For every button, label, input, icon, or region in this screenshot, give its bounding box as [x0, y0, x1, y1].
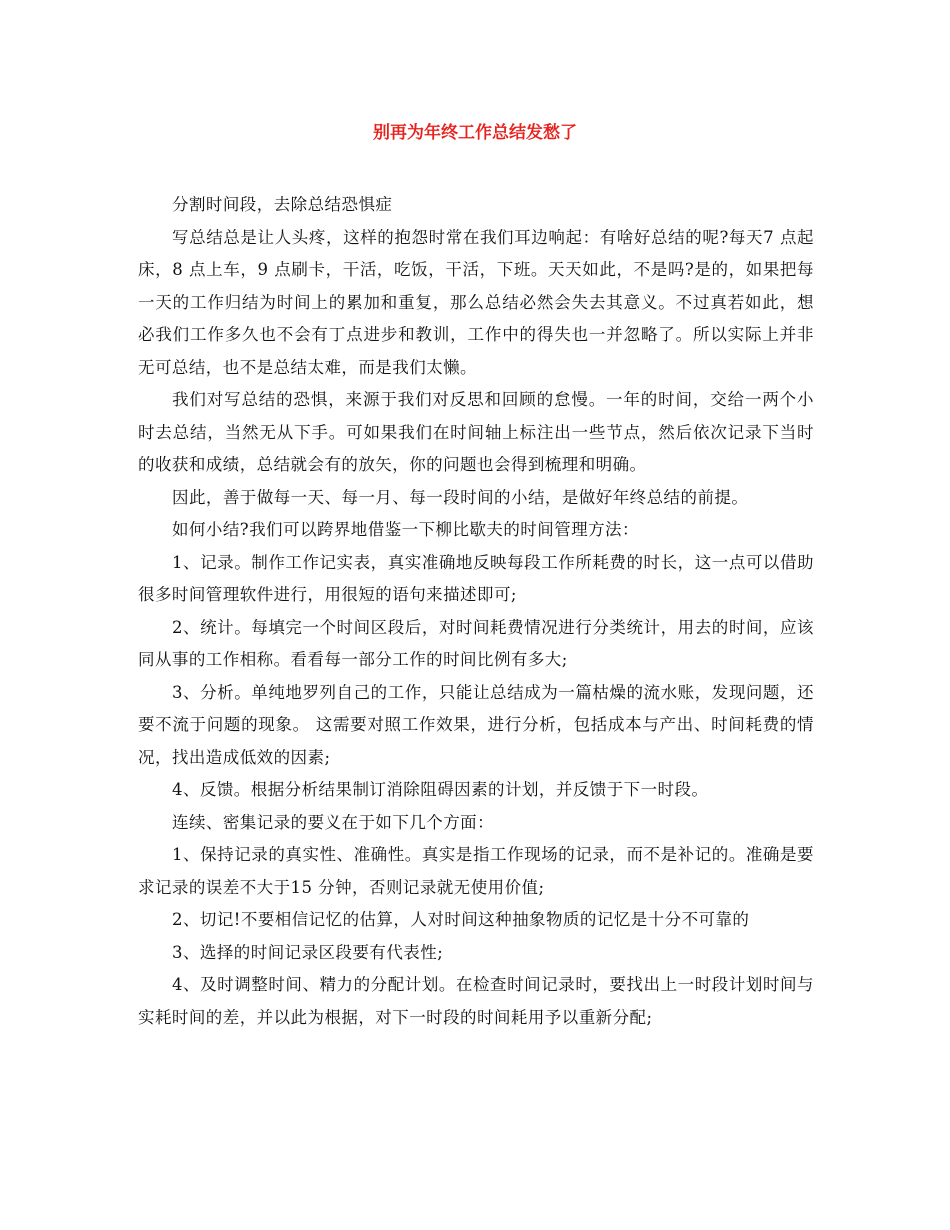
document-body: [138, 189, 814, 1034]
paragraph: 连续、密集记录的要义在于如下几个方面：: [172, 812, 495, 832]
paragraph: 2、切记!不要相信记忆的估算，人对时间这种抽象物质的记忆是十分不可靠的: [172, 910, 750, 929]
paragraph: 写总结总是让人头疼，这样的抱怨时常在我们耳边响起：有啥好总结的呢?每天7 点起床，8 点上车，9 点刷卡，干活，吃饭，干活，下班。天天如此，不是吗?是的，如果把每一天的工作归结为时间上的累加和重复，那么总结必然会失去其意义。不过真若如此，想必我们工作多久也不会有丁点进步和教训，工作中的得失也一并忽略了。所以实际上并非无可总结，也不是总结太难，而是我们太懒。: [138, 227, 814, 377]
paragraph: 分割时间段，去除总结恐惧症: [172, 195, 393, 214]
paragraph: 2、统计。每填完一个时间区段后，对时间耗费情况进行分类统计，用去的时间，应该同从事的工作相称。看看每一部分工作的时间比例有多大;: [138, 617, 814, 669]
paragraph: 我们对写总结的恐惧，来源于我们对反思和回顾的怠慢。一年的时间，交给一两个小时去总结，当然无从下手。可如果我们在时间轴上标注出一些节点，然后依次记录下当时的收获和成绩，总结就会有的放矢，你的问题也会得到梳理和明确。: [138, 390, 814, 474]
paragraph: 因此，善于做每一天、每一月、每一段时间的小结，是做好年终总结的前提。: [172, 487, 749, 507]
paragraph: 1、记录。制作工作记实表，真实准确地反映每段工作所耗费的时长，这一点可以借助很多时间管理软件进行，用很短的语句来描述即可;: [138, 552, 814, 604]
document-title: 别再为年终工作总结发愁了: [373, 123, 577, 143]
paragraph: 3、分析。单纯地罗列自己的工作，只能让总结成为一篇枯燥的流水账，发现问题，还要不流于问题的现象。 这需要对照工作效果，进行分析，包括成本与产出、时间耗费的情况，找出造成低效的因素;: [138, 682, 814, 767]
paragraph: 4、反馈。根据分析结果制订消除阻碍因素的计划，并反馈于下一时段。: [172, 780, 709, 799]
paragraph: 4、及时调整时间、精力的分配计划。在检查时间记录时，要找出上一时段计划时间与实耗时间的差，并以此为根据，对下一时段的时间耗用予以重新分配;: [138, 975, 814, 1027]
paragraph: 1、保持记录的真实性、准确性。真实是指工作现场的记录，而不是补记的。准确是要求记录的误差不大于15 分钟，否则记录就无使用价值;: [138, 845, 814, 897]
paragraph: 如何小结?我们可以跨界地借鉴一下柳比歇夫的时间管理方法：: [172, 520, 639, 539]
paragraph: 3、选择的时间记录区段要有代表性;: [172, 942, 444, 962]
